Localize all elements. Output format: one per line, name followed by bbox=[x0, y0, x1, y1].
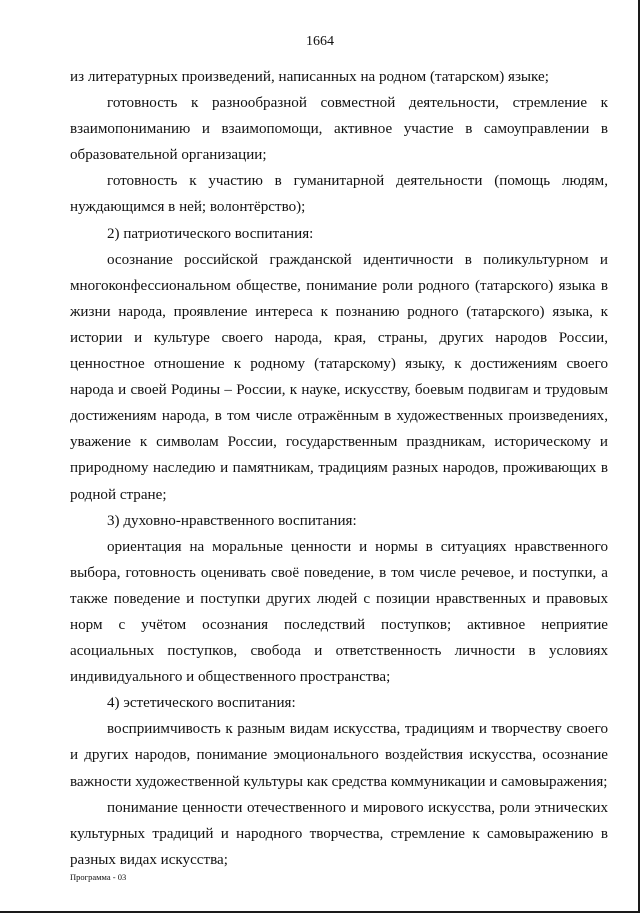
paragraph: осознание российской гражданской идентичности в поликультурном и многоконфессиональном обществе, понимание роли родного (татарского) языка в жизни народа, проявление интереса к познанию родного (татарского) языка, к истории и культуре своего народа, края, страны, других народов России, ценностное отношение к родному (татарскому) языку, к достижениям своего народа и своей Родины – России, к науке, искусству, боевым подвигам и трудовым достижениям народа, в том числе отражённым в художественных произведениях, уважение к символам России, государственным праздникам, историческому и природному наследию и памятникам, традициям разных народов, проживающих в родной стране; bbox=[70, 251, 608, 503]
paragraph: ориентация на моральные ценности и нормы в ситуациях нравственного выбора, готовность оценивать своё поведение, в том числе речевое, и поступки, а также поведение и поступки других людей с позиции нравственных и правовых норм с учётом осознания последствий поступков; активное неприятие асоциальных поступков, свобода и ответственность личности в условиях индивидуального и общественного пространства; bbox=[70, 538, 608, 686]
footer-label: Программа - 03 bbox=[70, 872, 127, 882]
paragraph: восприимчивость к разным видам искусства, традициям и творчеству своего и других народов, понимание эмоционального воздействия искусства, осознание важности художественной культуры как средства коммуникации и самовыражения; bbox=[70, 721, 608, 790]
paragraph: готовность к участию в гуманитарной деятельности (помощь людям, нуждающимся в ней; волонтёрство); bbox=[70, 173, 608, 216]
body-text bbox=[70, 64, 608, 873]
section-heading: 4) эстетического воспитания: bbox=[107, 695, 296, 712]
paragraph-continuation: из литературных произведений, написанных на родном (татарском) языке; bbox=[70, 69, 549, 85]
paragraph: готовность к разнообразной совместной деятельности, стремление к взаимопониманию и взаимопомощи, активное участие в самоуправлении в образовательной организации; bbox=[70, 95, 608, 164]
page-number: 1664 bbox=[306, 34, 334, 49]
section-heading: 2) патриотического воспитания: bbox=[107, 225, 314, 242]
paragraph: понимание ценности отечественного и мирового искусства, роли этнических культурных традиций и народного творчества, стремление к самовыражению в разных видах искусства; bbox=[70, 799, 608, 868]
section-heading: 3) духовно-нравственного воспитания: bbox=[107, 512, 357, 529]
